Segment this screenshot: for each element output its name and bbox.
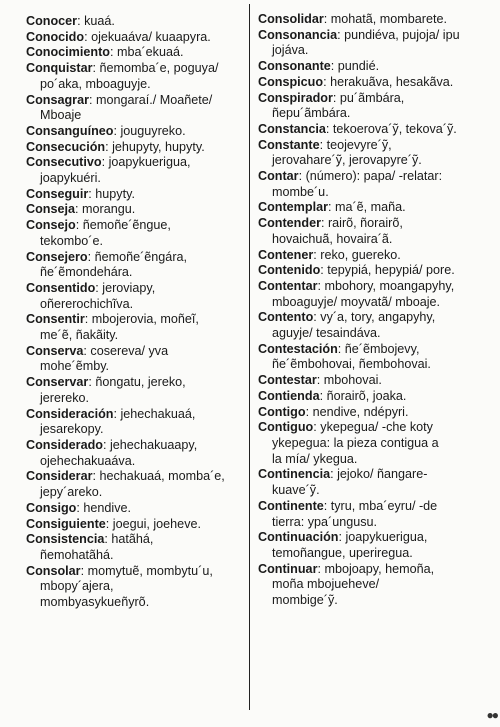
dictionary-entry — [258, 373, 490, 389]
entry-continuation-line — [258, 295, 490, 311]
entry-term: Conseguir — [26, 186, 89, 201]
entry-continuation-line — [258, 357, 490, 373]
entry-continuation-line — [258, 232, 490, 248]
entry-definition: mombe´u. — [272, 184, 329, 199]
entry-first-line: Contar: (número): papa/ -relatar: — [258, 169, 443, 184]
entry-continuation-line — [26, 454, 244, 470]
entry-term: Contienda — [258, 388, 320, 403]
dictionary-entry — [258, 216, 490, 247]
entry-definition: ñe´ẽmondehára. — [40, 265, 133, 280]
entry-definition: hendive. — [83, 500, 131, 515]
dictionary-entry — [258, 530, 490, 561]
dictionary-entry — [258, 169, 490, 200]
dictionary-entry — [258, 200, 490, 216]
entry-term: Contestar — [258, 373, 317, 388]
dictionary-entry — [258, 562, 490, 609]
entry-definition: Mboaje — [40, 108, 82, 123]
entry-continuation-line — [258, 452, 490, 468]
entry-continuation-line — [26, 171, 244, 187]
entry-definition: ojehechakuaáva. — [40, 453, 136, 468]
entry-definition: jeroviapy, — [102, 280, 156, 295]
entry-definition: mbohory, moangapyhy, — [324, 278, 455, 293]
entry-continuation-line — [26, 297, 244, 313]
dictionary-entry — [26, 517, 244, 533]
entry-definition: mongaraí./ Moañete/ — [96, 92, 213, 107]
entry-first-line: Consecutivo: joapykuerigua, — [26, 155, 191, 170]
entry-definition: ma´ẽ, maña. — [334, 200, 406, 215]
entry-continuation-line — [26, 234, 244, 250]
entry-definition: tepypiá, hepypiá/ pore. — [327, 263, 455, 278]
entry-first-line: Consolar: momytuẽ, mombytu´u, — [26, 563, 213, 578]
entry-term: Consejero — [26, 249, 88, 264]
entry-continuation-line — [26, 328, 244, 344]
entry-term: Consanguíneo — [26, 123, 114, 138]
entry-definition: moña mbojueheve/ — [272, 577, 380, 592]
entry-definition: jesarekopy. — [40, 422, 104, 437]
entry-first-line: Continuar: mbojoapy, hemoña, — [258, 561, 435, 576]
entry-definition: ñemoñe´ẽngue, — [82, 218, 171, 233]
entry-definition: hovaichuã, hovaira´ã. — [272, 231, 393, 246]
entry-first-line: Contento: vy´a, tory, angapyhy, — [258, 310, 436, 325]
entry-first-line: Conserva: cosereva/ yva — [26, 343, 169, 358]
dictionary-entry — [26, 375, 244, 406]
entry-definition: vy´a, tory, angapyhy, — [320, 310, 436, 325]
entry-first-line: Consonante: pundié. — [258, 59, 380, 74]
entry-definition: morangu. — [82, 202, 136, 217]
entry-definition: oñererochichĩva. — [40, 296, 134, 311]
entry-continuation-line — [258, 483, 490, 499]
entry-definition: mohatã, mombarete. — [330, 12, 447, 26]
entry-first-line: Constante: teojevyre´ỹ, — [258, 137, 392, 152]
entry-term: Continencia — [258, 467, 331, 482]
entry-definition: nendive, ndépyri. — [312, 404, 409, 419]
dictionary-entry — [258, 91, 490, 122]
entry-term: Conservar — [26, 375, 89, 390]
dictionary-entry — [26, 501, 244, 517]
entry-term: Consigo — [26, 500, 77, 515]
entry-definition: reko, guereko. — [320, 247, 401, 262]
entry-definition: jehechakuaá, — [120, 406, 196, 421]
entry-definition: mbohovai. — [323, 373, 382, 388]
entry-first-line: Considerar: hechakuaá, momba´e, — [26, 469, 225, 484]
entry-definition: jojáva. — [272, 43, 309, 58]
dictionary-entry — [258, 138, 490, 169]
entry-first-line: Contenido: tepypiá, hepypiá/ pore. — [258, 263, 455, 278]
entry-definition: mba´ekuaá. — [116, 45, 184, 60]
entry-definition: pu´ãmbára, — [339, 90, 405, 105]
entry-definition: ñorairõ, joaka. — [326, 388, 407, 403]
entry-term: Consecución — [26, 139, 106, 154]
dictionary-entry — [258, 28, 490, 59]
entry-term: Consonante — [258, 59, 331, 74]
entry-term: Conocido — [26, 29, 85, 44]
entry-definition: ñemoñe´ẽngára, — [94, 249, 188, 264]
entry-definition: mboaguyje/ moyvatã/ mboaje. — [272, 294, 441, 309]
entry-definition: jererekо. — [40, 390, 89, 405]
entry-first-line: Consanguíneo: jouguyreko. — [26, 123, 186, 138]
dictionary-entry — [258, 420, 490, 467]
dictionary-entry — [258, 122, 490, 138]
entry-definition: jehechakuaapy, — [109, 437, 198, 452]
entry-continuation-line — [26, 77, 244, 93]
entry-term: Consejo — [26, 218, 76, 233]
entry-first-line: Contestación: ñe´ẽmbojevy, — [258, 341, 420, 356]
entry-definition: tyru, mba´eyru/ -de — [330, 498, 438, 513]
entry-term: Contender — [258, 216, 321, 231]
entry-definition: rairõ, ñorairõ, — [327, 216, 403, 231]
entry-term: Conocer — [26, 14, 78, 28]
entry-first-line: Consideración: jehechakuaá, — [26, 406, 196, 421]
entry-term: Contigo — [258, 404, 306, 419]
entry-continuation-line — [26, 548, 244, 564]
entry-definition: ñemohatãhá. — [40, 547, 114, 562]
entry-definition: joapykuéri. — [40, 171, 101, 186]
entry-term: Consiguiente — [26, 516, 106, 531]
entry-first-line: Contigo: nendive, ndépyri. — [258, 404, 409, 419]
entry-first-line: Consejo: ñemoñe´ẽngue, — [26, 218, 171, 233]
entry-definition: tekombo´e. — [40, 233, 103, 248]
entry-continuation-line — [258, 546, 490, 562]
entry-term: Conspirador — [258, 90, 333, 105]
entry-term: Conocimiento — [26, 45, 110, 60]
dictionary-entry — [26, 564, 244, 611]
dictionary-entry — [26, 532, 244, 563]
entry-first-line: Conocer: kuaá. — [26, 14, 115, 28]
entry-continuation-line — [26, 595, 244, 611]
dictionary-entry — [258, 75, 490, 91]
entry-first-line: Consejero: ñemoñe´ẽngára, — [26, 249, 188, 264]
entry-definition: ñe´ẽmbohovai, ñembohovai. — [272, 357, 431, 372]
entry-first-line: Consonancia: pundiéva, pujoja/ ipu — [258, 27, 460, 42]
entry-definition: tekoerova´ỹ, tekova´ỹ. — [332, 121, 457, 136]
entry-term: Consolidar — [258, 12, 324, 26]
entry-definition: ñe´ẽmbojevy, — [344, 341, 420, 356]
dictionary-entry — [26, 281, 244, 312]
dictionary-entry — [26, 155, 244, 186]
dictionary-entry — [258, 499, 490, 530]
entry-term: Contenido — [258, 263, 321, 278]
dictionary-entry — [258, 310, 490, 341]
dictionary-entry — [258, 342, 490, 373]
entry-continuation-line — [26, 391, 244, 407]
entry-term: Consideración — [26, 406, 114, 421]
dictionary-entry — [26, 45, 244, 61]
dictionary-entry — [26, 124, 244, 140]
entry-definition: hechakuaá, momba´e, — [99, 469, 225, 484]
entry-term: Constante — [258, 137, 320, 152]
entry-first-line: Contestar: mbohovai. — [258, 373, 382, 388]
entry-first-line: Continencia: jejoko/ ñangare- — [258, 467, 428, 482]
entry-first-line: Conquistar: ñemomba´e, poguya/ — [26, 61, 219, 76]
entry-definition: tierra: ypa´ungusu. — [272, 514, 378, 529]
entry-term: Continuación — [258, 530, 339, 545]
entry-first-line: Conspicuo: herakuãva, hesakãva. — [258, 74, 454, 89]
entry-term: Consagrar — [26, 92, 89, 107]
entry-term: Contestación — [258, 341, 338, 356]
entry-definition: pundié. — [337, 59, 380, 74]
entry-first-line: Continuación: joapykuerigua, — [258, 530, 428, 545]
entry-first-line: Conocido: ojekuaáva/ kuaapyra. — [26, 29, 211, 44]
entry-term: Conquistar — [26, 61, 93, 76]
column-divider — [249, 4, 250, 710]
entry-definition: kuave´ỹ. — [272, 483, 320, 498]
entry-first-line: Contemplar: ma´ẽ, maña. — [258, 200, 406, 215]
entry-definition: ykepegua/ -che koty — [320, 420, 433, 435]
entry-definition: hatãhá, — [111, 532, 154, 547]
entry-continuation-line — [26, 579, 244, 595]
entry-first-line: Conservar: ñongatu, jereko, — [26, 375, 186, 390]
entry-definition: mbojerovia, moñeĩ, — [91, 312, 199, 327]
dictionary-entry — [26, 202, 244, 218]
entry-definition: ñongatu, jereko, — [95, 375, 186, 390]
entry-definition: jepy´areko. — [40, 485, 103, 500]
entry-definition: jejoko/ ñangare- — [337, 467, 428, 482]
entry-first-line: Conocimiento: mba´ekuaá. — [26, 45, 184, 60]
entry-term: Consentido — [26, 280, 96, 295]
entry-definition: po´aka, mboaguyje. — [40, 76, 151, 91]
entry-definition: mombige´ỹ. — [272, 593, 338, 608]
dictionary-entry — [26, 187, 244, 203]
dictionary-entry — [26, 344, 244, 375]
dictionary-entry — [258, 12, 490, 28]
entry-term: Contentar — [258, 278, 318, 293]
entry-continuation-line — [258, 106, 490, 122]
entry-term: Continente — [258, 498, 324, 513]
entry-first-line: Contender: rairõ, ñorairõ, — [258, 216, 403, 231]
dictionary-entry — [258, 263, 490, 279]
entry-continuation-line — [26, 485, 244, 501]
dictionary-entry — [258, 59, 490, 75]
entry-first-line: Conseguir: hupyty. — [26, 186, 135, 201]
entry-term: Contiguo — [258, 420, 314, 435]
entry-definition: temoñangue, uperiregua. — [272, 545, 413, 560]
entry-term: Contento — [258, 310, 314, 325]
entry-first-line: Consentir: mbojerovia, moñeĩ, — [26, 312, 199, 327]
entry-continuation-line — [258, 515, 490, 531]
entry-definition: joapykuerigua, — [345, 530, 428, 545]
entry-continuation-line — [26, 359, 244, 375]
entry-term: Consonancia — [258, 27, 338, 42]
entry-term: Constancia — [258, 121, 326, 136]
dictionary-entry — [26, 30, 244, 46]
dictionary-entry — [26, 14, 244, 30]
entry-first-line: Conspirador: pu´ãmbára, — [258, 90, 405, 105]
entry-term: Contener — [258, 247, 314, 262]
entry-term: Contemplar — [258, 200, 328, 215]
entry-first-line: Contentar: mbohory, moangapyhy, — [258, 278, 455, 293]
entry-first-line: Consecución: jehupyty, hupyty. — [26, 139, 205, 154]
entry-first-line: Consiguiente: joegui, joeheve. — [26, 516, 201, 531]
entry-continuation-line — [258, 153, 490, 169]
entry-definition: ykepegua: la pieza contigua a — [272, 435, 439, 450]
entry-definition: cosereva/ yva — [90, 343, 169, 358]
entry-definition: teojevyre´ỹ, — [326, 137, 392, 152]
entry-term: Considerar — [26, 469, 93, 484]
left-column — [26, 14, 244, 611]
entry-first-line: Considerado: jehechakuaapy, — [26, 437, 198, 452]
entry-term: Continuar — [258, 561, 318, 576]
entry-definition: ñemomba´e, poguya/ — [99, 61, 219, 76]
entry-continuation-line — [258, 436, 490, 452]
dictionary-entry — [26, 250, 244, 281]
entry-term: Conserva — [26, 343, 84, 358]
entry-definition: herakuãva, hesakãva. — [330, 74, 454, 89]
entry-first-line: Continente: tyru, mba´eyru/ -de — [258, 498, 438, 513]
entry-definition: ojekuaáva/ kuaapyra. — [91, 29, 211, 44]
entry-first-line: Consolidar: mohatã, mombarete. — [258, 12, 447, 26]
entry-term: Considerado — [26, 437, 103, 452]
entry-definition: joapykuerigua, — [108, 155, 191, 170]
entry-definition: joegui, joeheve. — [112, 516, 201, 531]
entry-continuation-line — [258, 593, 490, 609]
entry-definition: mbojoapy, hemoña, — [324, 561, 435, 576]
dictionary-entry — [258, 467, 490, 498]
entry-continuation-line — [26, 265, 244, 281]
entry-definition: jerovahare´ỹ, jerovapyre´ỹ. — [272, 153, 422, 168]
entry-definition: momytuẽ, mombytu´u, — [87, 563, 213, 578]
entry-definition: mombyasykueñyrõ. — [40, 595, 150, 610]
entry-term: Consentir — [26, 312, 85, 327]
entry-term: Consecutivo — [26, 155, 102, 170]
entry-definition: aguyje/ tesaindáva. — [272, 326, 381, 341]
dictionary-entry — [26, 407, 244, 438]
entry-first-line: Consagrar: mongaraí./ Moañete/ — [26, 92, 213, 107]
dictionary-entry — [26, 312, 244, 343]
entry-first-line: Contener: reko, guereko. — [258, 247, 401, 262]
entry-definition: mohe´ẽmby. — [40, 359, 110, 374]
entry-definition: kuaá. — [84, 14, 115, 28]
dictionary-entry — [26, 93, 244, 124]
entry-first-line: Consigo: hendive. — [26, 500, 131, 515]
entry-definition: ñepu´ãmbára. — [272, 106, 351, 121]
entry-term: Conspicuo — [258, 74, 324, 89]
entry-continuation-line — [258, 43, 490, 59]
entry-definition: (número): papa/ -relatar: — [305, 169, 443, 184]
dictionary-entry — [258, 248, 490, 264]
entry-definition: mbopy´ajera, — [40, 579, 114, 594]
dictionary-entry — [26, 140, 244, 156]
entry-first-line: Contiguo: ykepegua/ -che koty — [258, 420, 433, 435]
dictionary-entry — [258, 389, 490, 405]
entry-first-line: Constancia: tekoerova´ỹ, tekova´ỹ. — [258, 121, 457, 136]
dictionary-entry — [26, 438, 244, 469]
entry-continuation-line — [26, 422, 244, 438]
entry-continuation-line — [258, 185, 490, 201]
entry-continuation-line — [258, 326, 490, 342]
entry-term: Conseja — [26, 202, 75, 217]
dictionary-entry — [26, 469, 244, 500]
dictionary-entry — [258, 405, 490, 421]
entry-first-line: Consentido: jeroviapy, — [26, 280, 156, 295]
entry-definition: la mía/ ykegua. — [272, 451, 358, 466]
entry-definition: jouguyreko. — [120, 123, 186, 138]
right-column — [258, 12, 490, 609]
dictionary-entry — [26, 61, 244, 92]
entry-definition: pundiéva, pujoja/ ipu — [344, 27, 460, 42]
entry-continuation-line — [258, 577, 490, 593]
entry-first-line: Conseja: morangu. — [26, 202, 136, 217]
entry-term: Contar — [258, 169, 299, 184]
entry-definition: jehupyty, hupyty. — [112, 139, 205, 154]
dictionary-entry — [26, 218, 244, 249]
entry-term: Consistencia — [26, 532, 105, 547]
entry-first-line: Contienda: ñorairõ, joaka. — [258, 388, 407, 403]
entry-term: Consolar — [26, 563, 81, 578]
corner-mark: ●● — [486, 708, 497, 722]
entry-definition: me´ẽ, ñakãity. — [40, 328, 119, 343]
entry-definition: hupyty. — [95, 186, 135, 201]
dictionary-entry — [258, 279, 490, 310]
entry-first-line: Consistencia: hatãhá, — [26, 532, 154, 547]
entry-continuation-line — [26, 108, 244, 124]
